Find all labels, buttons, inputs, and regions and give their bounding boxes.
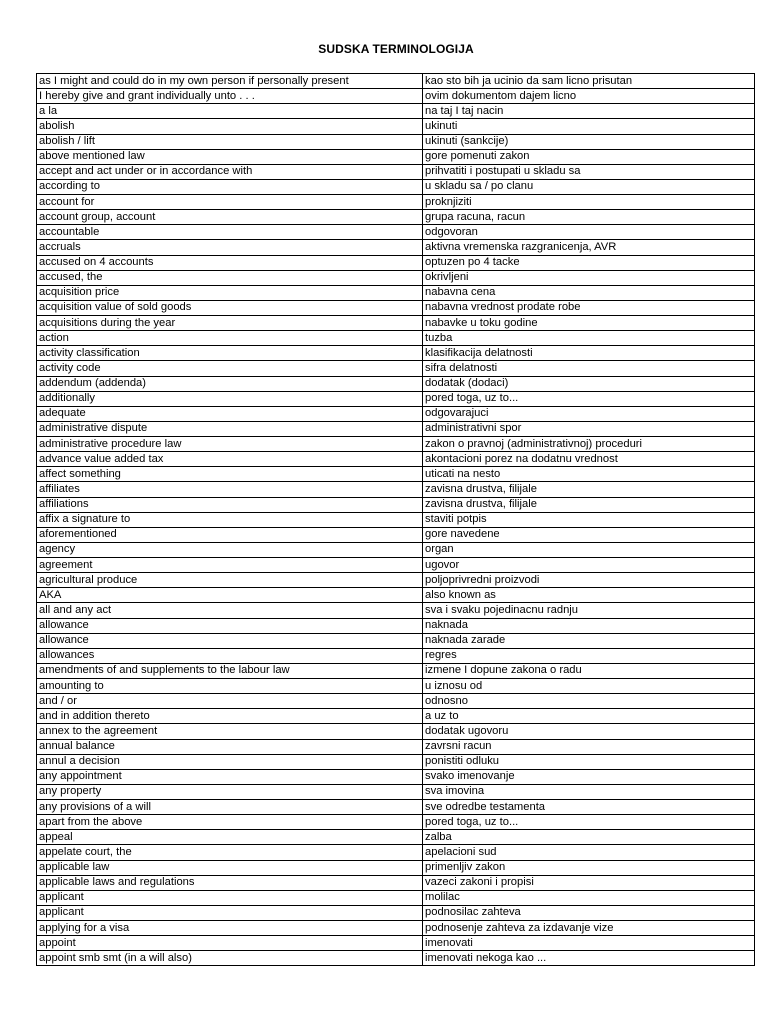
english-term-cell: I hereby give and grant individually unto . . .: [37, 89, 423, 104]
serbian-translation-cell: zavrsni racun: [423, 739, 755, 754]
table-row: [37, 890, 755, 905]
serbian-translation-cell: naknada zarade: [423, 633, 755, 648]
serbian-translation-cell: nabavke u toku godine: [423, 316, 755, 331]
serbian-translation-cell: ukinuti (sankcije): [423, 134, 755, 149]
serbian-translation-cell: primenljiv zakon: [423, 860, 755, 875]
serbian-translation-cell: ukinuti: [423, 119, 755, 134]
english-term-cell: AKA: [37, 588, 423, 603]
english-term-cell: agreement: [37, 558, 423, 573]
serbian-translation-cell: u iznosu od: [423, 679, 755, 694]
english-term-cell: according to: [37, 179, 423, 194]
serbian-translation-cell: pored toga, uz to...: [423, 815, 755, 830]
serbian-translation-cell: poljoprivredni proizvodi: [423, 573, 755, 588]
english-term-cell: agency: [37, 542, 423, 557]
terminology-table: [36, 73, 755, 966]
english-term-cell: amendments of and supplements to the labour law: [37, 663, 423, 678]
serbian-translation-cell: zalba: [423, 830, 755, 845]
table-row: [37, 376, 755, 391]
serbian-translation-cell: odgovoran: [423, 225, 755, 240]
table-row: [37, 618, 755, 633]
english-term-cell: activity code: [37, 361, 423, 376]
serbian-translation-cell: administrativni spor: [423, 421, 755, 436]
table-row: [37, 769, 755, 784]
english-term-cell: all and any act: [37, 603, 423, 618]
english-term-cell: account for: [37, 195, 423, 210]
serbian-translation-cell: organ: [423, 542, 755, 557]
terminology-table-body: [37, 74, 755, 966]
table-row: [37, 195, 755, 210]
english-term-cell: applicant: [37, 905, 423, 920]
table-row: [37, 179, 755, 194]
english-term-cell: allowance: [37, 618, 423, 633]
table-row: [37, 558, 755, 573]
serbian-translation-cell: sifra delatnosti: [423, 361, 755, 376]
serbian-translation-cell: nabavna vrednost prodate robe: [423, 300, 755, 315]
serbian-translation-cell: odgovarajuci: [423, 406, 755, 421]
serbian-translation-cell: imenovati: [423, 936, 755, 951]
serbian-translation-cell: izmene I dopune zakona o radu: [423, 663, 755, 678]
table-row: [37, 905, 755, 920]
table-row: [37, 709, 755, 724]
serbian-translation-cell: tuzba: [423, 331, 755, 346]
english-term-cell: appeal: [37, 830, 423, 845]
table-row: [37, 936, 755, 951]
english-term-cell: affix a signature to: [37, 512, 423, 527]
table-row: [37, 104, 755, 119]
serbian-translation-cell: zavisna drustva, filijale: [423, 482, 755, 497]
english-term-cell: appoint smb smt (in a will also): [37, 951, 423, 966]
serbian-translation-cell: also known as: [423, 588, 755, 603]
table-row: [37, 588, 755, 603]
serbian-translation-cell: vazeci zakoni i propisi: [423, 875, 755, 890]
serbian-translation-cell: ovim dokumentom dajem licno: [423, 89, 755, 104]
english-term-cell: aforementioned: [37, 527, 423, 542]
table-row: [37, 951, 755, 966]
table-row: [37, 527, 755, 542]
table-row: [37, 482, 755, 497]
serbian-translation-cell: zakon o pravnoj (administrativnoj) proceduri: [423, 437, 755, 452]
table-row: [37, 361, 755, 376]
english-term-cell: addendum (addenda): [37, 376, 423, 391]
serbian-translation-cell: kao sto bih ja ucinio da sam licno prisutan: [423, 74, 755, 89]
serbian-translation-cell: dodatak ugovoru: [423, 724, 755, 739]
table-row: [37, 421, 755, 436]
table-row: [37, 633, 755, 648]
table-row: [37, 89, 755, 104]
serbian-translation-cell: odnosno: [423, 694, 755, 709]
english-term-cell: annul a decision: [37, 754, 423, 769]
serbian-translation-cell: pored toga, uz to...: [423, 391, 755, 406]
serbian-translation-cell: grupa racuna, racun: [423, 210, 755, 225]
table-row: [37, 784, 755, 799]
english-term-cell: applicant: [37, 890, 423, 905]
english-term-cell: adequate: [37, 406, 423, 421]
serbian-translation-cell: optuzen po 4 tacke: [423, 255, 755, 270]
table-row: [37, 754, 755, 769]
serbian-translation-cell: podnosenje zahteva za izdavanje vize: [423, 921, 755, 936]
table-row: [37, 346, 755, 361]
table-row: [37, 149, 755, 164]
english-term-cell: advance value added tax: [37, 452, 423, 467]
english-term-cell: allowance: [37, 633, 423, 648]
english-term-cell: applying for a visa: [37, 921, 423, 936]
table-row: [37, 210, 755, 225]
table-row: [37, 663, 755, 678]
serbian-translation-cell: sve odredbe testamenta: [423, 800, 755, 815]
serbian-translation-cell: ugovor: [423, 558, 755, 573]
english-term-cell: above mentioned law: [37, 149, 423, 164]
table-row: [37, 406, 755, 421]
serbian-translation-cell: proknjiziti: [423, 195, 755, 210]
english-term-cell: accused, the: [37, 270, 423, 285]
serbian-translation-cell: okrivljeni: [423, 270, 755, 285]
english-term-cell: acquisitions during the year: [37, 316, 423, 331]
table-row: [37, 694, 755, 709]
serbian-translation-cell: staviti potpis: [423, 512, 755, 527]
table-row: [37, 119, 755, 134]
english-term-cell: activity classification: [37, 346, 423, 361]
english-term-cell: agricultural produce: [37, 573, 423, 588]
english-term-cell: administrative procedure law: [37, 437, 423, 452]
table-row: [37, 391, 755, 406]
english-term-cell: amounting to: [37, 679, 423, 694]
table-row: [37, 860, 755, 875]
table-row: [37, 452, 755, 467]
english-term-cell: affiliations: [37, 497, 423, 512]
table-row: [37, 739, 755, 754]
table-row: [37, 845, 755, 860]
table-row: [37, 240, 755, 255]
table-row: [37, 134, 755, 149]
serbian-translation-cell: zavisna drustva, filijale: [423, 497, 755, 512]
english-term-cell: any appointment: [37, 769, 423, 784]
english-term-cell: acquisition price: [37, 285, 423, 300]
table-row: [37, 255, 755, 270]
table-row: [37, 830, 755, 845]
serbian-translation-cell: svako imenovanje: [423, 769, 755, 784]
table-row: [37, 270, 755, 285]
serbian-translation-cell: podnosilac zahteva: [423, 905, 755, 920]
table-row: [37, 573, 755, 588]
english-term-cell: accept and act under or in accordance with: [37, 164, 423, 179]
english-term-cell: affiliates: [37, 482, 423, 497]
english-term-cell: appoint: [37, 936, 423, 951]
serbian-translation-cell: gore navedene: [423, 527, 755, 542]
serbian-translation-cell: sva i svaku pojedinacnu radnju: [423, 603, 755, 618]
serbian-translation-cell: apelacioni sud: [423, 845, 755, 860]
table-row: [37, 467, 755, 482]
table-row: [37, 512, 755, 527]
serbian-translation-cell: ponistiti odluku: [423, 754, 755, 769]
english-term-cell: any provisions of a will: [37, 800, 423, 815]
table-row: [37, 800, 755, 815]
serbian-translation-cell: imenovati nekoga kao ...: [423, 951, 755, 966]
serbian-translation-cell: a uz to: [423, 709, 755, 724]
english-term-cell: applicable laws and regulations: [37, 875, 423, 890]
table-row: [37, 648, 755, 663]
table-row: [37, 542, 755, 557]
table-row: [37, 331, 755, 346]
table-row: [37, 300, 755, 315]
english-term-cell: and / or: [37, 694, 423, 709]
english-term-cell: and in addition thereto: [37, 709, 423, 724]
english-term-cell: appelate court, the: [37, 845, 423, 860]
english-term-cell: account group, account: [37, 210, 423, 225]
english-term-cell: accruals: [37, 240, 423, 255]
english-term-cell: acquisition value of sold goods: [37, 300, 423, 315]
table-row: [37, 875, 755, 890]
serbian-translation-cell: klasifikacija delatnosti: [423, 346, 755, 361]
table-row: [37, 316, 755, 331]
serbian-translation-cell: na taj I taj nacin: [423, 104, 755, 119]
table-row: [37, 437, 755, 452]
serbian-translation-cell: regres: [423, 648, 755, 663]
serbian-translation-cell: prihvatiti i postupati u skladu sa: [423, 164, 755, 179]
serbian-translation-cell: nabavna cena: [423, 285, 755, 300]
serbian-translation-cell: u skladu sa / po clanu: [423, 179, 755, 194]
serbian-translation-cell: akontacioni porez na dodatnu vrednost: [423, 452, 755, 467]
english-term-cell: annex to the agreement: [37, 724, 423, 739]
table-row: [37, 603, 755, 618]
serbian-translation-cell: dodatak (dodaci): [423, 376, 755, 391]
english-term-cell: apart from the above: [37, 815, 423, 830]
english-term-cell: abolish: [37, 119, 423, 134]
table-row: [37, 724, 755, 739]
serbian-translation-cell: uticati na nesto: [423, 467, 755, 482]
serbian-translation-cell: aktivna vremenska razgranicenja, AVR: [423, 240, 755, 255]
english-term-cell: action: [37, 331, 423, 346]
english-term-cell: allowances: [37, 648, 423, 663]
table-row: [37, 921, 755, 936]
english-term-cell: any property: [37, 784, 423, 799]
table-row: [37, 285, 755, 300]
english-term-cell: additionally: [37, 391, 423, 406]
table-row: [37, 225, 755, 240]
table-row: [37, 679, 755, 694]
english-term-cell: abolish / lift: [37, 134, 423, 149]
serbian-translation-cell: naknada: [423, 618, 755, 633]
english-term-cell: accountable: [37, 225, 423, 240]
serbian-translation-cell: molilac: [423, 890, 755, 905]
english-term-cell: annual balance: [37, 739, 423, 754]
table-row: [37, 164, 755, 179]
english-term-cell: accused on 4 accounts: [37, 255, 423, 270]
table-row: [37, 497, 755, 512]
english-term-cell: administrative dispute: [37, 421, 423, 436]
english-term-cell: a la: [37, 104, 423, 119]
table-row: [37, 74, 755, 89]
serbian-translation-cell: gore pomenuti zakon: [423, 149, 755, 164]
english-term-cell: affect something: [37, 467, 423, 482]
english-term-cell: as I might and could do in my own person if personally present: [37, 74, 423, 89]
serbian-translation-cell: sva imovina: [423, 784, 755, 799]
document-title: SUDSKA TERMINOLOGIJA: [318, 42, 474, 56]
english-term-cell: applicable law: [37, 860, 423, 875]
table-row: [37, 815, 755, 830]
